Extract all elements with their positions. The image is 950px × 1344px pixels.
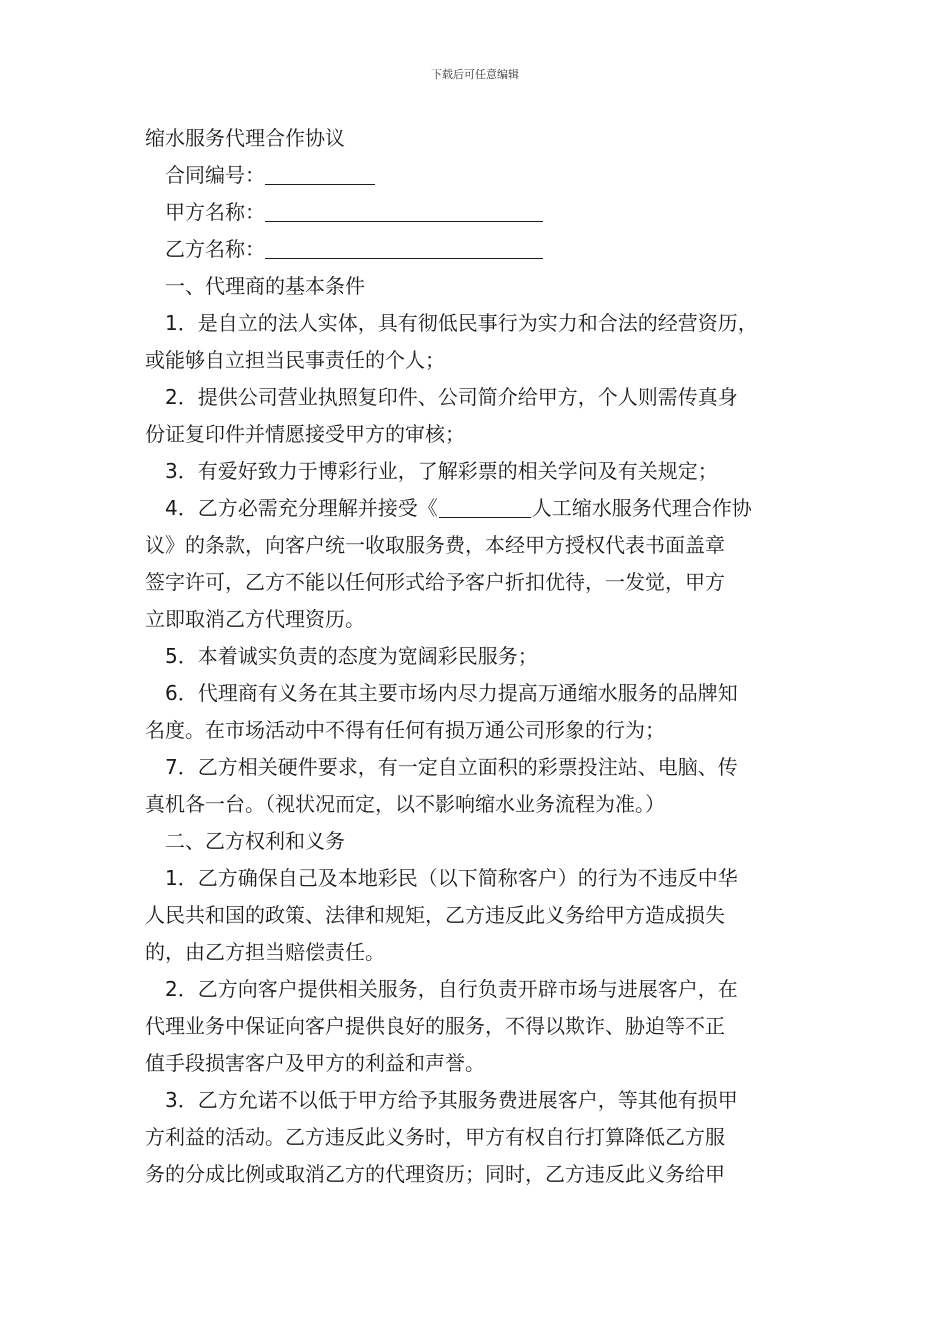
section-2-item-2-line-2: 代理业务中保证向客户提供良好的服务，不得以欺诈、胁迫等不正 (145, 1014, 725, 1038)
document-title: 缩水服务代理合作协议 (145, 126, 345, 150)
section-1-item-7-line-1: 7．乙方相关硬件要求，有一定自立面积的彩票投注站、电脑、传 (165, 755, 738, 779)
section-2-item-3-line-3: 务的分成比例或取消乙方的代理资历；同时，乙方违反此义务给甲 (145, 1162, 725, 1186)
party-b-label: 乙方名称： (165, 237, 265, 261)
section-1-item-1-line-2: 或能够自立担当民事责任的个人； (145, 348, 445, 372)
contract-number-blank (265, 162, 375, 185)
section-1-item-4-line-1 (145, 490, 815, 527)
section-2-item-2-line-1: 2．乙方向客户提供相关服务，自行负责开辟市场与进展客户，在 (165, 977, 738, 1001)
section-1-item-4-line-4: 立即取消乙方代理资历。 (145, 607, 365, 631)
party-a-field (145, 194, 815, 231)
section-2-item-2-line-3: 值手段损害客户及甲方的利益和声誉。 (145, 1051, 485, 1075)
party-a-label: 甲方名称： (165, 200, 265, 224)
section-1-item-3-line-1: 3．有爱好致力于博彩行业，了解彩票的相关学问及有关规定； (165, 459, 718, 483)
section-2-item-1-line-3: 的，由乙方担当赔偿责任。 (145, 940, 385, 964)
section-1-item-4-line-2: 议》的条款，向客户统一收取服务费，本经甲方授权代表书面盖章 (145, 533, 725, 557)
header-note: 下载后可任意编辑 (431, 68, 519, 81)
section-2-item-3-line-2: 方利益的活动。乙方违反此义务时，甲方有权自行打算降低乙方服 (145, 1125, 725, 1149)
document-body (145, 120, 815, 1193)
section-1-item-7-line-2: 真机各一台。（视状况而定，以不影响缩水业务流程为准。） (145, 792, 665, 816)
party-b-field (145, 231, 815, 268)
section-1-item-6-line-1: 6．代理商有义务在其主要市场内尽力提高万通缩水服务的品牌知 (165, 681, 738, 705)
section-2-item-3-line-1: 3．乙方允诺不以低于甲方给予其服务费进展客户，等其他有损甲 (165, 1088, 738, 1112)
section-2-item-1-line-2: 人民共和国的政策、法律和规矩，乙方违反此义务给甲方造成损失 (145, 903, 725, 927)
party-b-blank (265, 236, 543, 259)
party-a-blank (265, 199, 543, 222)
section-1-item-4-pre: 4．乙方必需充分理解并接受《 (165, 496, 438, 520)
section-1-item-5-line-1: 5．本着诚实负责的态度为宽阔彩民服务； (165, 644, 538, 668)
section-2-heading: 二、乙方权利和义务 (165, 829, 345, 853)
section-1-item-2-line-1: 2．提供公司营业执照复印件、公司简介给甲方，个人则需传真身 (165, 385, 738, 409)
section-1-heading: 一、代理商的基本条件 (165, 274, 365, 298)
section-1-item-6-line-2: 名度。在市场活动中不得有任何有损万通公司形象的行为； (145, 718, 665, 742)
agreement-name-blank (439, 495, 531, 518)
section-1-item-1-line-1: 1．是自立的法人实体，具有彻低民事行为实力和合法的经营资历， (165, 311, 758, 335)
contract-number-field (145, 157, 815, 194)
section-1-item-2-line-2: 份证复印件并情愿接受甲方的审核； (145, 422, 465, 446)
contract-number-label: 合同编号： (165, 163, 265, 187)
section-1-item-4-post: 人工缩水服务代理合作协 (531, 496, 752, 520)
section-2-item-1-line-1: 1．乙方确保自己及本地彩民（以下简称客户）的行为不违反中华 (165, 866, 738, 890)
section-1-item-4-line-3: 签字许可，乙方不能以任何形式给予客户折扣优待，一发觉，甲方 (145, 570, 725, 594)
